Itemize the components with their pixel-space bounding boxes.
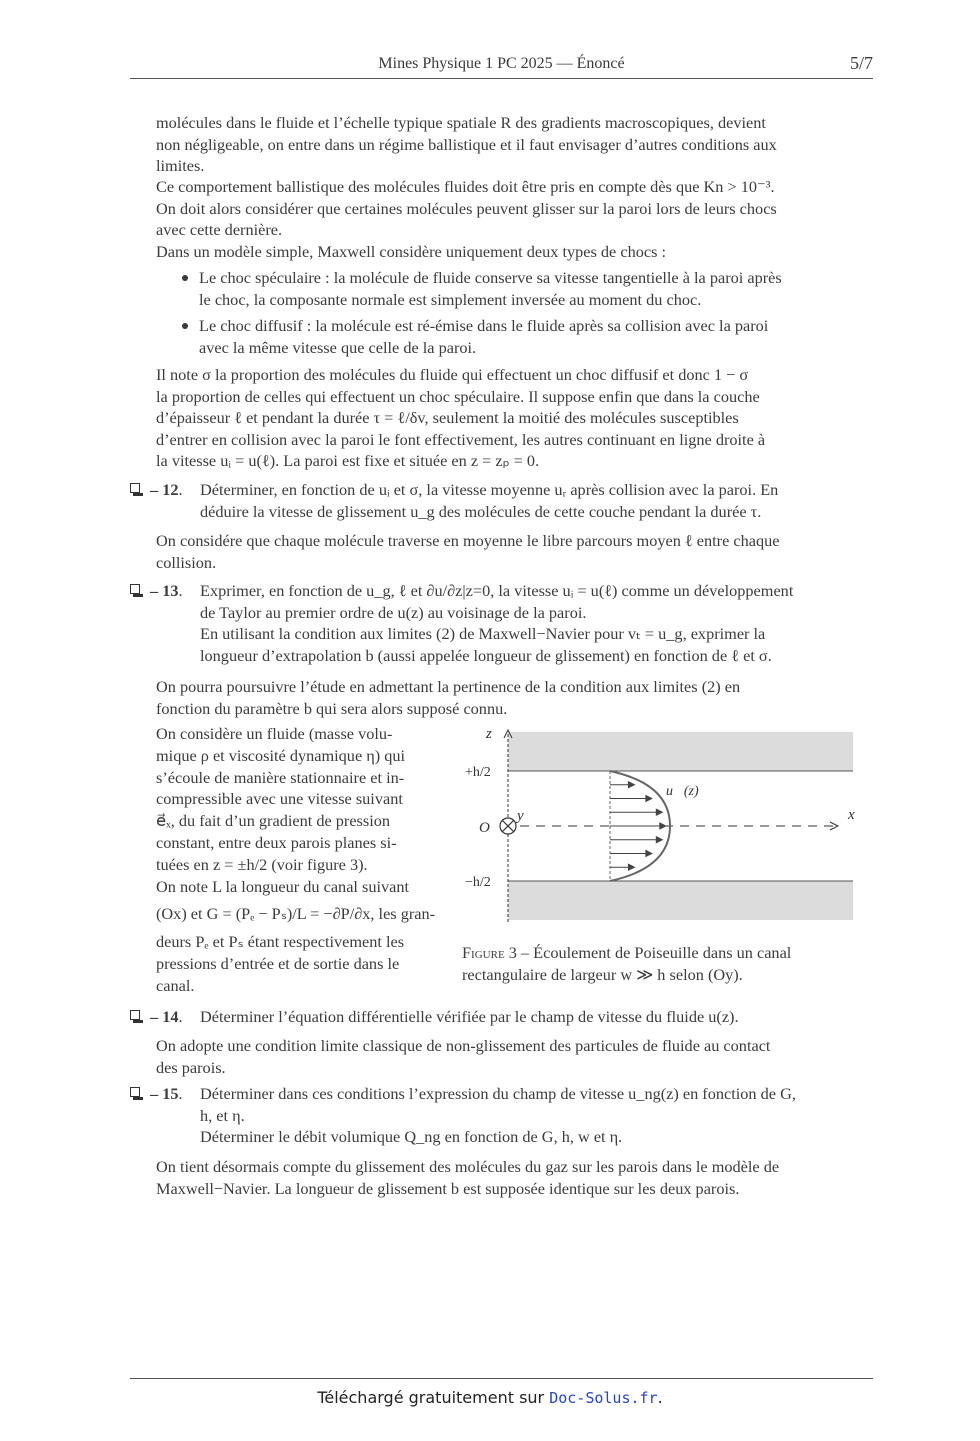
intro-paragraph-3: Dans un modèle simple, Maxwell considère uniquement deux types de chocs : [156,242,667,261]
question-text [200,580,873,666]
text-line: deurs Pₑ et Pₛ étant respectivement les [156,932,405,952]
intro-paragraph-2 [156,176,873,241]
velocity-arrow-head [656,809,662,815]
text-line: Maxwell−Navier. La longueur de glissement b est supposée identique sur les deux parois. [156,1178,740,1198]
paragraph-12b [156,530,873,573]
question-text [200,1006,873,1028]
velocity-arrow-head [646,796,652,802]
text-line: de Taylor au premier ordre de u(z) au voisinage de la paroi. [200,602,587,622]
text-line: molécules dans le fluide et l’échelle typique spatiale R des gradients macroscopiques, devient [156,113,766,132]
figure-3-poiseuille [460,722,873,927]
paragraph-15b [156,1156,873,1199]
bottom-wall [508,881,853,920]
caption-line [462,942,873,964]
text-line: compressible avec une vitesse suivant [156,789,403,809]
text-line: Déterminer, en fonction de uᵢ et σ, la vitesse moyenne uᵣ après collision avec la paroi. En [200,480,779,499]
text-line: déduire la vitesse de glissement u_g des molécules de cette couche pendant la durée τ. [200,501,762,521]
origin-label: O [479,820,490,836]
text-line: e⃗ₓ, du fait d’un gradient de pression [156,811,391,831]
velocity-arrow-head [646,851,652,857]
intro-paragraph-4 [156,364,873,472]
velocity-arrow-head [628,782,634,788]
velocity-arrow-head [660,823,666,829]
text-line: non négligeable, on entre dans un régime ballistique et il faut envisager d’autres conditions aux [156,134,777,154]
question-15 [130,1083,873,1151]
text-line: la proportion de celles qui effectuent un choc spéculaire. Il suppose enfin que dans la couche [156,386,760,406]
text-line: Le choc diffusif : la molécule est ré-émise dans le fluide après sa collision avec la paroi [199,316,769,335]
text-line: On note L la longueur du canal suivant [156,876,410,896]
text-line: h, et η. [200,1105,245,1125]
text-line: fonction du paramètre b qui sera alors supposé connu. [156,698,508,718]
text-line: pressions d’entrée et de sortie dans le [156,953,400,973]
text-line: canal. [156,975,195,995]
text-line: On pourra poursuivre l’étude en admettant la pertinence de la condition aux limites (2) en [156,677,741,696]
caption-line: rectangulaire de largeur w ≫ h selon (Oy). [462,964,743,984]
question-13 [130,580,873,670]
checkbox-icon [130,483,140,493]
question-number: – 14. [150,1007,183,1026]
text-line: constant, entre deux parois planes si- [156,832,397,852]
text-line: des parois. [156,1057,226,1077]
paragraph-14b [156,1035,873,1078]
caption-title: Figure 3 [462,943,517,962]
bullet-dot [182,323,188,329]
caption-text: – Écoulement de Poiseuille dans un canal [520,943,792,962]
text-line: d’épaisseur ℓ et pendant la durée τ = ℓ/δv, seulement la moitié des molécules susceptibles [156,408,739,427]
footer-end: . [657,1388,663,1407]
text-line: Exprimer, en fonction de u_g, ℓ et ∂u/∂z|z=0, la vitesse uᵢ = u(ℓ) comme un développement [200,581,794,600]
question-12 [130,479,873,523]
bullet-item [199,267,873,310]
velocity-arrow-head [628,864,634,870]
question-14 [130,1006,873,1028]
question-number: – 15. [150,1084,183,1103]
text-line: Déterminer l’équation différentielle vérifiée par le champ de vitesse du fluide u(z). [200,1007,739,1026]
text-line: avec cette dernière. [156,220,283,239]
intro-paragraph-1 [156,112,873,177]
velocity-label: u⃗(z) [666,784,699,799]
text-line: limites. [156,156,205,175]
paragraph-13b [156,676,873,719]
velocity-arrow-head [656,837,662,843]
text-line: s’écoule de manière stationnaire et in- [156,767,405,787]
text-line: On adopte une condition limite classique de non-glissement des particules de fluide au contact [156,1036,771,1055]
text-line: mique ρ et viscosité dynamique η) qui [156,745,406,765]
text-line: Déterminer le débit volumique Q_ng en fonction de G, h, w et η. [200,1127,623,1146]
x-label: x [848,807,855,823]
bullet-dot [182,275,188,281]
left-column-text [156,723,451,997]
text-line: Déterminer dans ces conditions l’expression du champ de vitesse u_ng(z) en fonction de G, [200,1084,796,1103]
text-line: On considère un fluide (masse volu- [156,724,393,743]
text-line: avec la même vitesse que celle de la paroi. [199,337,477,357]
question-text [200,479,873,522]
checkbox-icon [130,584,140,594]
text-line: longueur d’extrapolation b (aussi appelée longueur de glissement) en fonction de ℓ et σ. [200,645,772,665]
question-number: – 13. [150,581,183,600]
text-line: On doit alors considérer que certaines molécules peuvent glisser sur la paroi lors de leurs chocs [156,198,777,218]
text-line: d’entrer en collision avec la paroi le font effectivement, les autres continuant en ligne droite à [156,429,766,449]
page-footer [0,1388,980,1407]
bullet-item [199,315,873,358]
footer-divider [130,1378,873,1379]
text-line: On considére que chaque molécule traverse en moyenne le libre parcours moyen ℓ entre chaque [156,531,780,550]
text-line: collision. [156,552,217,572]
y-label: y [517,808,524,824]
text-line: tuées en z = ±h/2 (voir figure 3). [156,854,368,874]
text-line: la vitesse uᵢ = u(ℓ). La paroi est fixe et située en z = zₚ = 0. [156,451,540,470]
footer-link[interactable]: Doc-Solus.fr [549,1389,658,1407]
text-line: le choc, la composante normale est simplement inversée au moment du choc. [199,289,702,309]
figure-caption [462,942,873,985]
text-line: On tient désormais compte du glissement des molécules du gaz sur les parois dans le modèle de [156,1157,780,1176]
top-wall-label: +h/2 [465,765,491,780]
text-line: Le choc spéculaire : la molécule de fluide conserve sa vitesse tangentielle à la paroi après [199,268,782,287]
checkbox-icon [130,1010,140,1020]
text-line: Ce comportement ballistique des molécules fluides doit être pris en compte dès que Kn > 10⁻³. [156,177,775,196]
checkbox-icon [130,1087,140,1097]
question-text [200,1083,873,1148]
header-title: Mines Physique 1 PC 2025 — Énoncé [378,55,625,72]
text-line: (Ox) et G = (Pₑ − Pₛ)/L = −∂P/∂x, les gran- [156,904,436,924]
z-label: z [486,726,492,742]
page-number: 5/7 [849,53,873,73]
bottom-wall-label: −h/2 [465,875,491,890]
page-header [130,52,873,79]
top-wall [508,732,853,771]
question-number: – 12. [150,480,183,499]
footer-text: Téléchargé gratuitement sur [317,1388,545,1407]
text-line: Il note σ la proportion des molécules du fluide qui effectuent un choc diffusif et donc 1 − σ [156,365,749,384]
text-line: En utilisant la condition aux limites (2) de Maxwell−Navier pour vₜ = u_g, exprimer la [200,624,766,643]
